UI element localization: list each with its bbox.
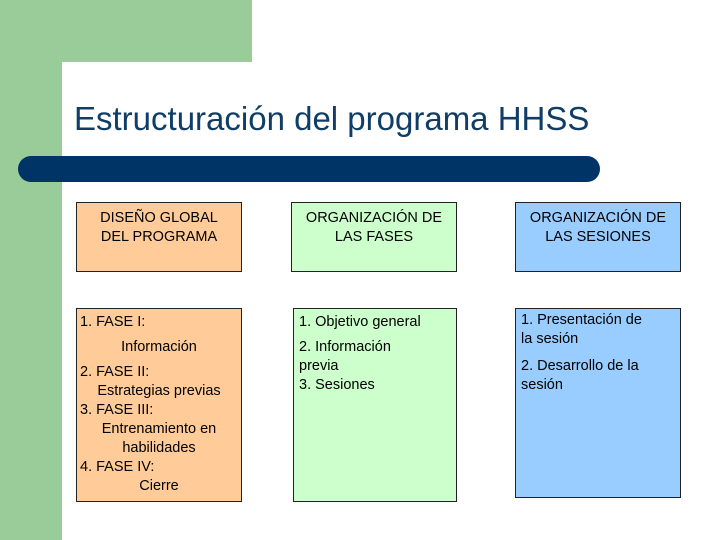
phase-3-detail: Entrenamiento en xyxy=(101,421,217,437)
phase-1-label: 1. FASE I: xyxy=(80,314,146,330)
header-line: ORGANIZACIÓN DE xyxy=(305,210,443,226)
objective-item: 1. Objetivo general xyxy=(299,314,421,330)
sessions-item: 3. Sesiones xyxy=(299,377,375,393)
phase-1-detail: Información xyxy=(121,339,197,355)
information-item-continued: previa xyxy=(299,358,339,374)
slide-title: Estructuración del programa HHSS xyxy=(74,100,590,137)
header-box-global-design xyxy=(76,202,242,272)
phase-3-detail: habilidades xyxy=(122,440,196,456)
development-item-continued: sesión xyxy=(521,377,563,393)
header-line: LAS FASES xyxy=(334,229,414,245)
session-organization-box xyxy=(515,308,681,498)
header-line: ORGANIZACIÓN DE xyxy=(529,210,667,226)
header-line: DEL PROGRAMA xyxy=(100,229,218,245)
phase-4-detail: Cierre xyxy=(139,478,179,494)
title-underline-bar xyxy=(18,156,600,182)
phase-2-detail: Estrategias previas xyxy=(97,383,221,399)
header-line: LAS SESIONES xyxy=(545,229,651,245)
presentation-item: 1. Presentación de xyxy=(521,312,642,328)
phases-list-box xyxy=(76,308,242,502)
header-line: DISEÑO GLOBAL xyxy=(100,210,218,226)
phase-4-label: 4. FASE IV: xyxy=(80,459,155,475)
phase-organization-box xyxy=(293,308,457,502)
presentation-item-continued: la sesión xyxy=(521,331,579,347)
header-box-sessions xyxy=(515,202,681,272)
phase-2-label: 2. FASE II: xyxy=(80,364,150,380)
header-box-phases xyxy=(291,202,457,272)
decorative-left-stripe xyxy=(0,0,62,540)
phase-3-label: 3. FASE III: xyxy=(80,402,154,418)
information-item: 2. Información xyxy=(299,339,391,355)
development-item: 2. Desarrollo de la xyxy=(521,358,639,374)
